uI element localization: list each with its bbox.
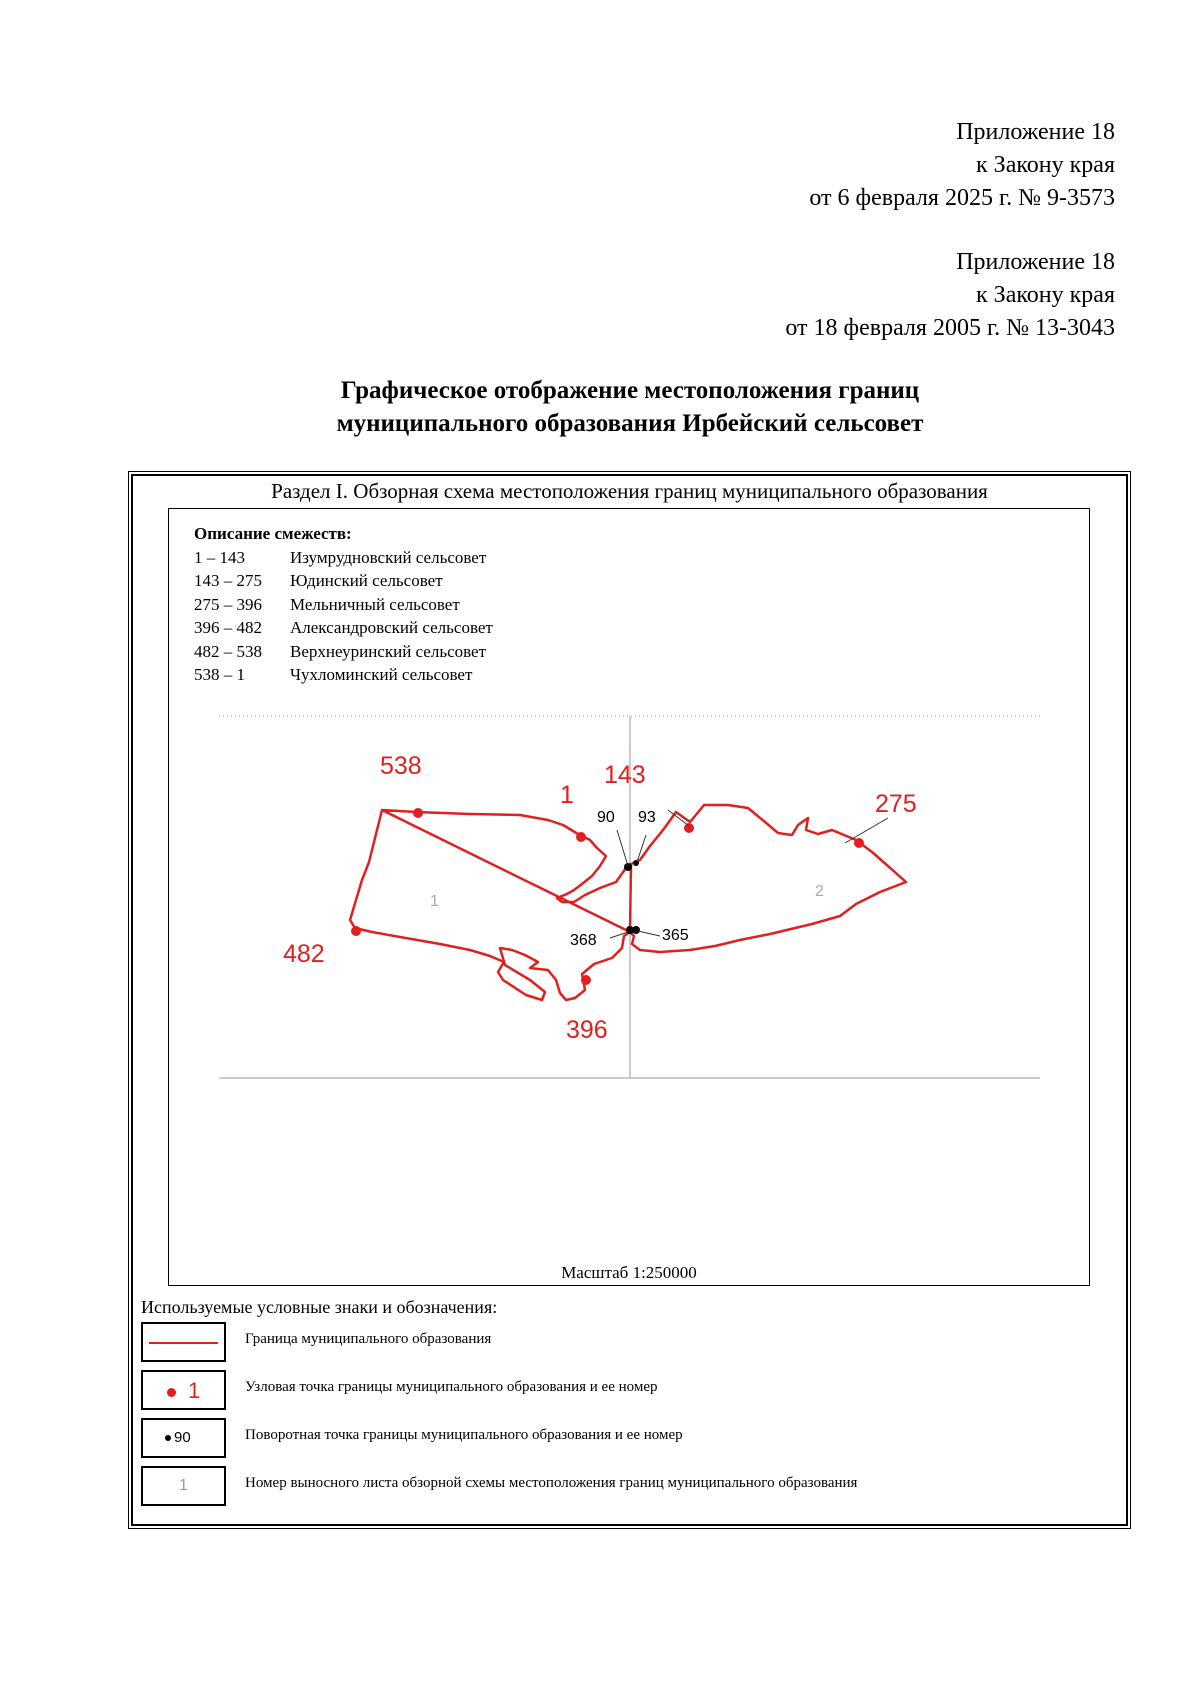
legend-symbol-sheet — [141, 1466, 226, 1506]
annex-header-line: от 6 февраля 2025 г. № 9-3573 — [809, 185, 1115, 211]
legend-symbol-label: 1 — [188, 1378, 201, 1403]
legend-symbol-turn — [141, 1418, 226, 1458]
section-title: Раздел I. Обзорная схема местоположения границ муниципального образования — [271, 479, 988, 503]
boundary-line-swatch — [149, 1342, 218, 1344]
red-dot-icon — [167, 1388, 176, 1397]
legend-symbol-label: 90 — [174, 1429, 191, 1446]
turn-point-90 — [624, 863, 632, 871]
adjacency-name: Верхнеуринский сельсовет — [290, 641, 487, 661]
legend-text: Номер выносного листа обзорной схемы местоположения границ муниципального образования — [245, 1475, 858, 1491]
node-label-538: 538 — [380, 752, 422, 780]
adjacency-name: Чухломинский сельсовет — [290, 665, 473, 684]
turn-label-368: 368 — [570, 932, 597, 949]
annex-header-line: к Закону края — [976, 152, 1115, 178]
document-title-line: муниципального образования Ирбейский сельсовет — [336, 410, 924, 437]
adjacency-range: 538 – 1 — [194, 665, 245, 684]
node-label-482: 482 — [283, 940, 325, 968]
node-point-538 — [413, 808, 423, 818]
adjacency-name: Александровский сельсовет — [290, 618, 493, 637]
turn-point-93 — [633, 860, 639, 866]
turn-point-365 — [632, 926, 640, 934]
legend-symbol-node — [141, 1370, 226, 1410]
black-dot-icon — [165, 1435, 171, 1441]
leader-90 — [617, 830, 628, 866]
node-label-396: 396 — [566, 1016, 608, 1044]
annex-header-line: Приложение 18 — [956, 119, 1115, 145]
annex-header-line: от 18 февраля 2005 г. № 13-3043 — [785, 315, 1115, 341]
node-point-swatch — [167, 1378, 200, 1404]
turn-label-90: 90 — [597, 809, 615, 826]
adjacency-range: 143 – 275 — [194, 571, 262, 590]
adjacency-range: 396 – 482 — [194, 618, 262, 637]
annex-header-line: Приложение 18 — [956, 249, 1115, 275]
node-label-1: 1 — [560, 781, 574, 809]
adjacency-name: Мельничный сельсовет — [290, 594, 460, 614]
adjacency-name: Изумрудновский сельсовет — [290, 547, 487, 567]
adjacency-range: 482 – 538 — [194, 641, 262, 661]
node-point-1 — [576, 832, 586, 842]
adjacency-heading: Описание смежеств: — [194, 524, 352, 543]
legend-text: Узловая точка границы муниципального образования и ее номер — [245, 1379, 658, 1395]
sheet-number-2: 2 — [815, 883, 824, 900]
legend-text: Граница муниципального образования — [245, 1331, 492, 1347]
adjacency-range: 1 – 143 — [194, 547, 245, 567]
adjacency-range: 275 – 396 — [194, 594, 262, 614]
node-point-143 — [684, 823, 694, 833]
boundary-west — [350, 810, 631, 1000]
map-scale: Масштаб 1:250000 — [561, 1263, 697, 1282]
turn-label-93: 93 — [638, 809, 656, 826]
leader-365 — [638, 931, 660, 936]
leader-275 — [845, 818, 888, 843]
annex-header-line: к Закону края — [976, 282, 1115, 308]
document-title-line: Графическое отображение местоположения границ — [340, 377, 920, 404]
adjacency-name: Юдинский сельсовет — [290, 571, 443, 590]
legend-symbol-boundary — [141, 1322, 226, 1362]
legend-text: Поворотная точка границы муниципального образования и ее номер — [245, 1427, 683, 1443]
node-point-482 — [351, 926, 361, 936]
legend-symbol-label: 1 — [179, 1477, 188, 1494]
legend-title: Используемые условные знаки и обозначения: — [141, 1297, 498, 1317]
node-label-275: 275 — [875, 790, 917, 818]
turn-point-swatch — [165, 1429, 191, 1447]
node-label-143: 143 — [604, 761, 646, 789]
node-point-396 — [581, 975, 591, 985]
turn-label-365: 365 — [662, 927, 689, 944]
node-point-275 — [854, 838, 864, 848]
sheet-number-1: 1 — [430, 893, 439, 910]
